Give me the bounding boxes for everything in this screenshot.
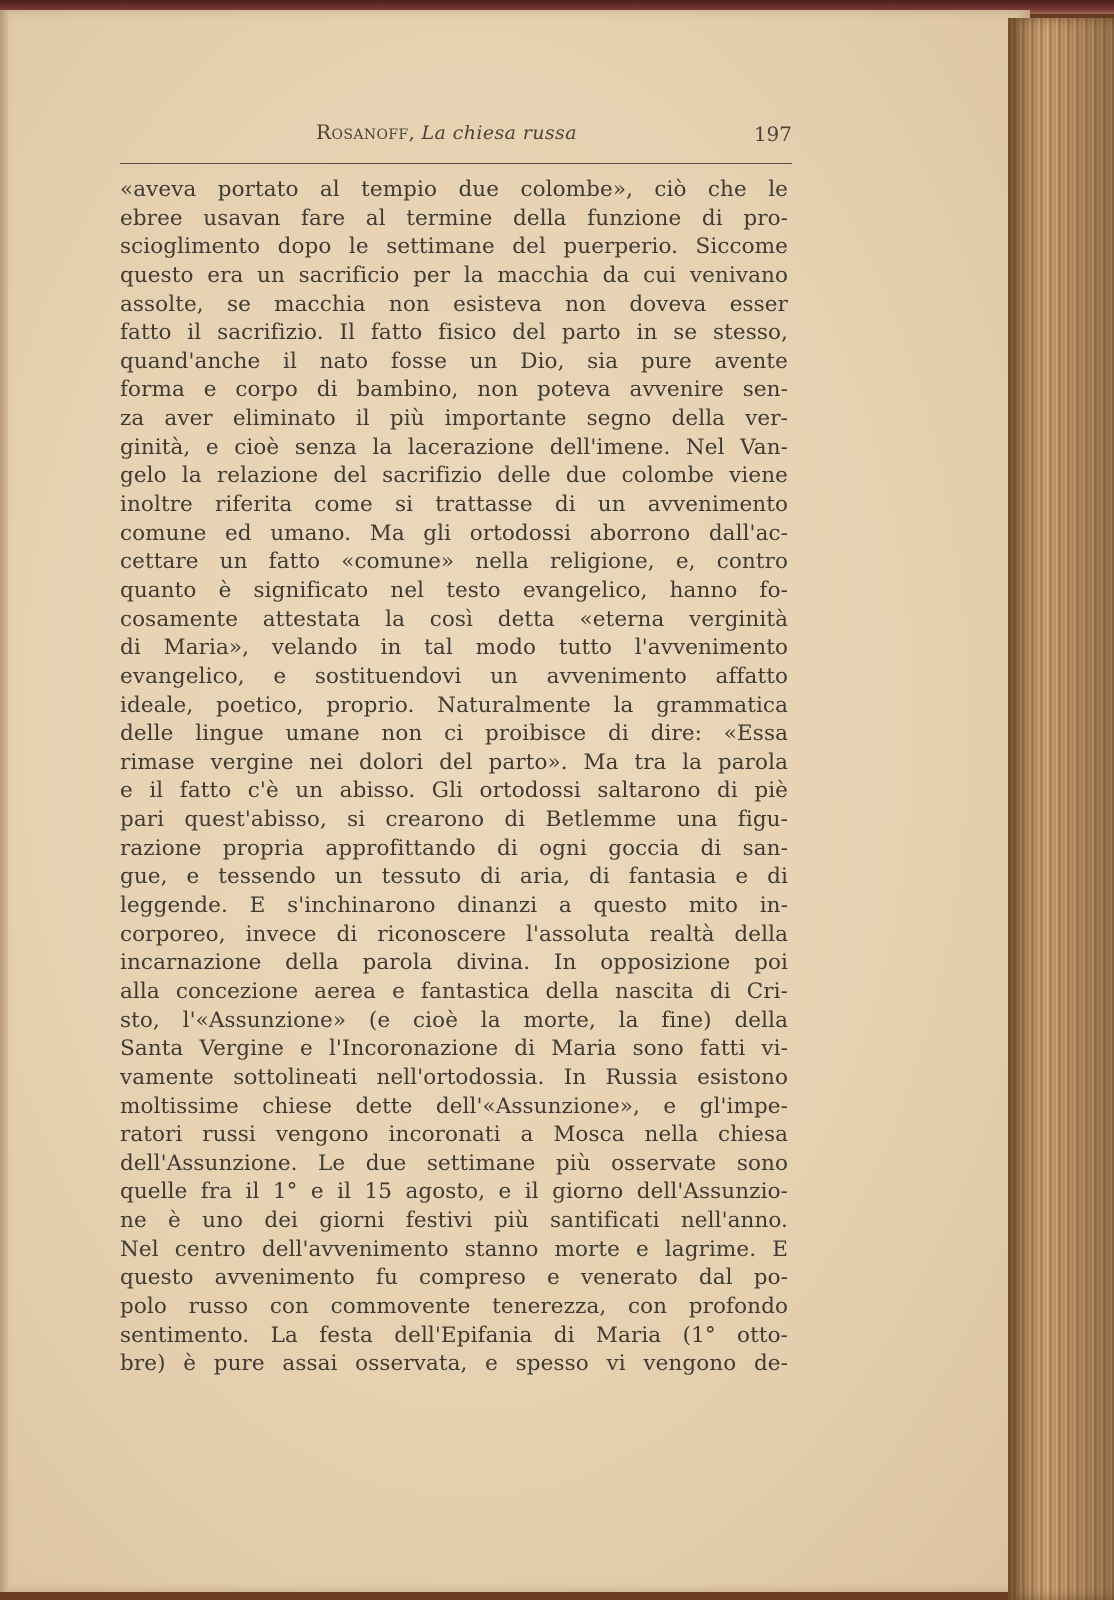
text-line: sto, l'«Assunzione» (e cioè la morte, la fine) della (120, 1007, 788, 1033)
text-line: di Maria», velando in tal modo tutto l'avvenimento (120, 635, 788, 661)
header-rule (120, 163, 792, 164)
text-line: pari quest'abisso, si crearono di Betlemme una figu- (120, 807, 788, 833)
running-head-title: La chiesa russa (421, 122, 577, 144)
text-line: ne è uno dei giorni festivi più santificati nell'anno. (120, 1208, 788, 1234)
text-line: polo russo con commovente tenerezza, con profondo (120, 1293, 788, 1319)
text-line: za aver eliminato il più importante segno della ver- (120, 406, 788, 432)
text-line: leggende. E s'inchinarono dinanzi a questo mito in- (120, 893, 788, 919)
text-line: Nel centro dell'avvenimento stanno morte e lagrime. E (120, 1236, 788, 1262)
text-line: delle lingue umane non ci proibisce di dire: «Essa (120, 721, 788, 747)
running-head-author: Rosanoff (316, 120, 409, 144)
text-line: comune ed umano. Ma gli ortodossi aborrono dall'ac- (120, 520, 788, 546)
page-block-shadow (1008, 18, 1114, 1600)
text-line: questo era un sacrificio per la macchia da cui venivano (120, 262, 788, 288)
text-line: dell'Assunzione. Le due settimane più osservate sono (120, 1150, 788, 1176)
text-line: bre) è pure assai osservata, e spesso vi vengono de- (120, 1351, 788, 1377)
text-line: assolte, se macchia non esisteva non doveva esser (120, 291, 788, 317)
text-line: questo avvenimento fu compreso e venerato dal po- (120, 1265, 788, 1291)
text-line: gue, e tessendo un tessuto di aria, di fantasia e di (120, 864, 788, 890)
text-line: ratori russi vengono incoronati a Mosca nella chiesa (120, 1122, 788, 1148)
running-head (316, 120, 577, 144)
text-line: evangelico, e sostituendovi un avvenimento affatto (120, 663, 788, 689)
body-text (120, 176, 788, 1379)
text-line: forma e corpo di bambino, non poteva avvenire sen- (120, 377, 788, 403)
text-line: ginità, e cioè senza la lacerazione dell'imene. Nel Van- (120, 434, 788, 460)
text-line: ebree usavan fare al termine della funzione di pro- (120, 205, 788, 231)
text-line: razione propria approfittando di ogni goccia di san- (120, 835, 788, 861)
text-line: alla concezione aerea e fantastica della nascita di Cri- (120, 978, 788, 1004)
text-line: quelle fra il 1° e il 15 agosto, e il giorno dell'Assunzio- (120, 1179, 788, 1205)
text-line: moltissime chiese dette dell'«Assunzione», e gl'impe- (120, 1093, 788, 1119)
text-line: quand'anche il nato fosse un Dio, sia pure avente (120, 348, 788, 374)
text-line: corporeo, invece di riconoscere l'assoluta realtà della (120, 921, 788, 947)
text-line: cosamente attestata la così detta «eterna verginità (120, 606, 788, 632)
text-line: «aveva portato al tempio due colombe», ciò che le (120, 177, 788, 202)
text-line: quanto è significato nel testo evangelico, hanno fo- (120, 577, 788, 603)
text-line: fatto il sacrifizio. Il fatto fisico del parto in se stesso, (120, 320, 788, 346)
text-line: e il fatto c'è un abisso. Gli ortodossi saltarono di piè (120, 778, 788, 804)
text-line: gelo la relazione del sacrifizio delle due colombe viene (120, 463, 788, 489)
text-line: rimase vergine nei dolori del parto». Ma tra la parola (120, 749, 788, 775)
text-line: incarnazione della parola divina. In opposizione poi (120, 950, 788, 976)
text-line: ideale, poetico, proprio. Naturalmente la grammatica (120, 692, 788, 718)
text-line: sentimento. La festa dell'Epifania di Maria (1° otto- (120, 1322, 788, 1348)
text-line: vamente sottolineati nell'ortodossia. In Russia esistono (120, 1064, 788, 1090)
page-number: 197 (753, 122, 792, 146)
text-line: inoltre riferita come si trattasse di un avvenimento (120, 492, 788, 518)
running-header (120, 118, 792, 154)
text-line: cettare un fatto «comune» nella religione, e, contro (120, 549, 788, 575)
text-line: scioglimento dopo le settimane del puerperio. Siccome (120, 234, 788, 260)
text-line: Santa Vergine e l'Incoronazione di Maria sono fatti vi- (120, 1036, 788, 1062)
running-head-separator: , (408, 122, 422, 144)
